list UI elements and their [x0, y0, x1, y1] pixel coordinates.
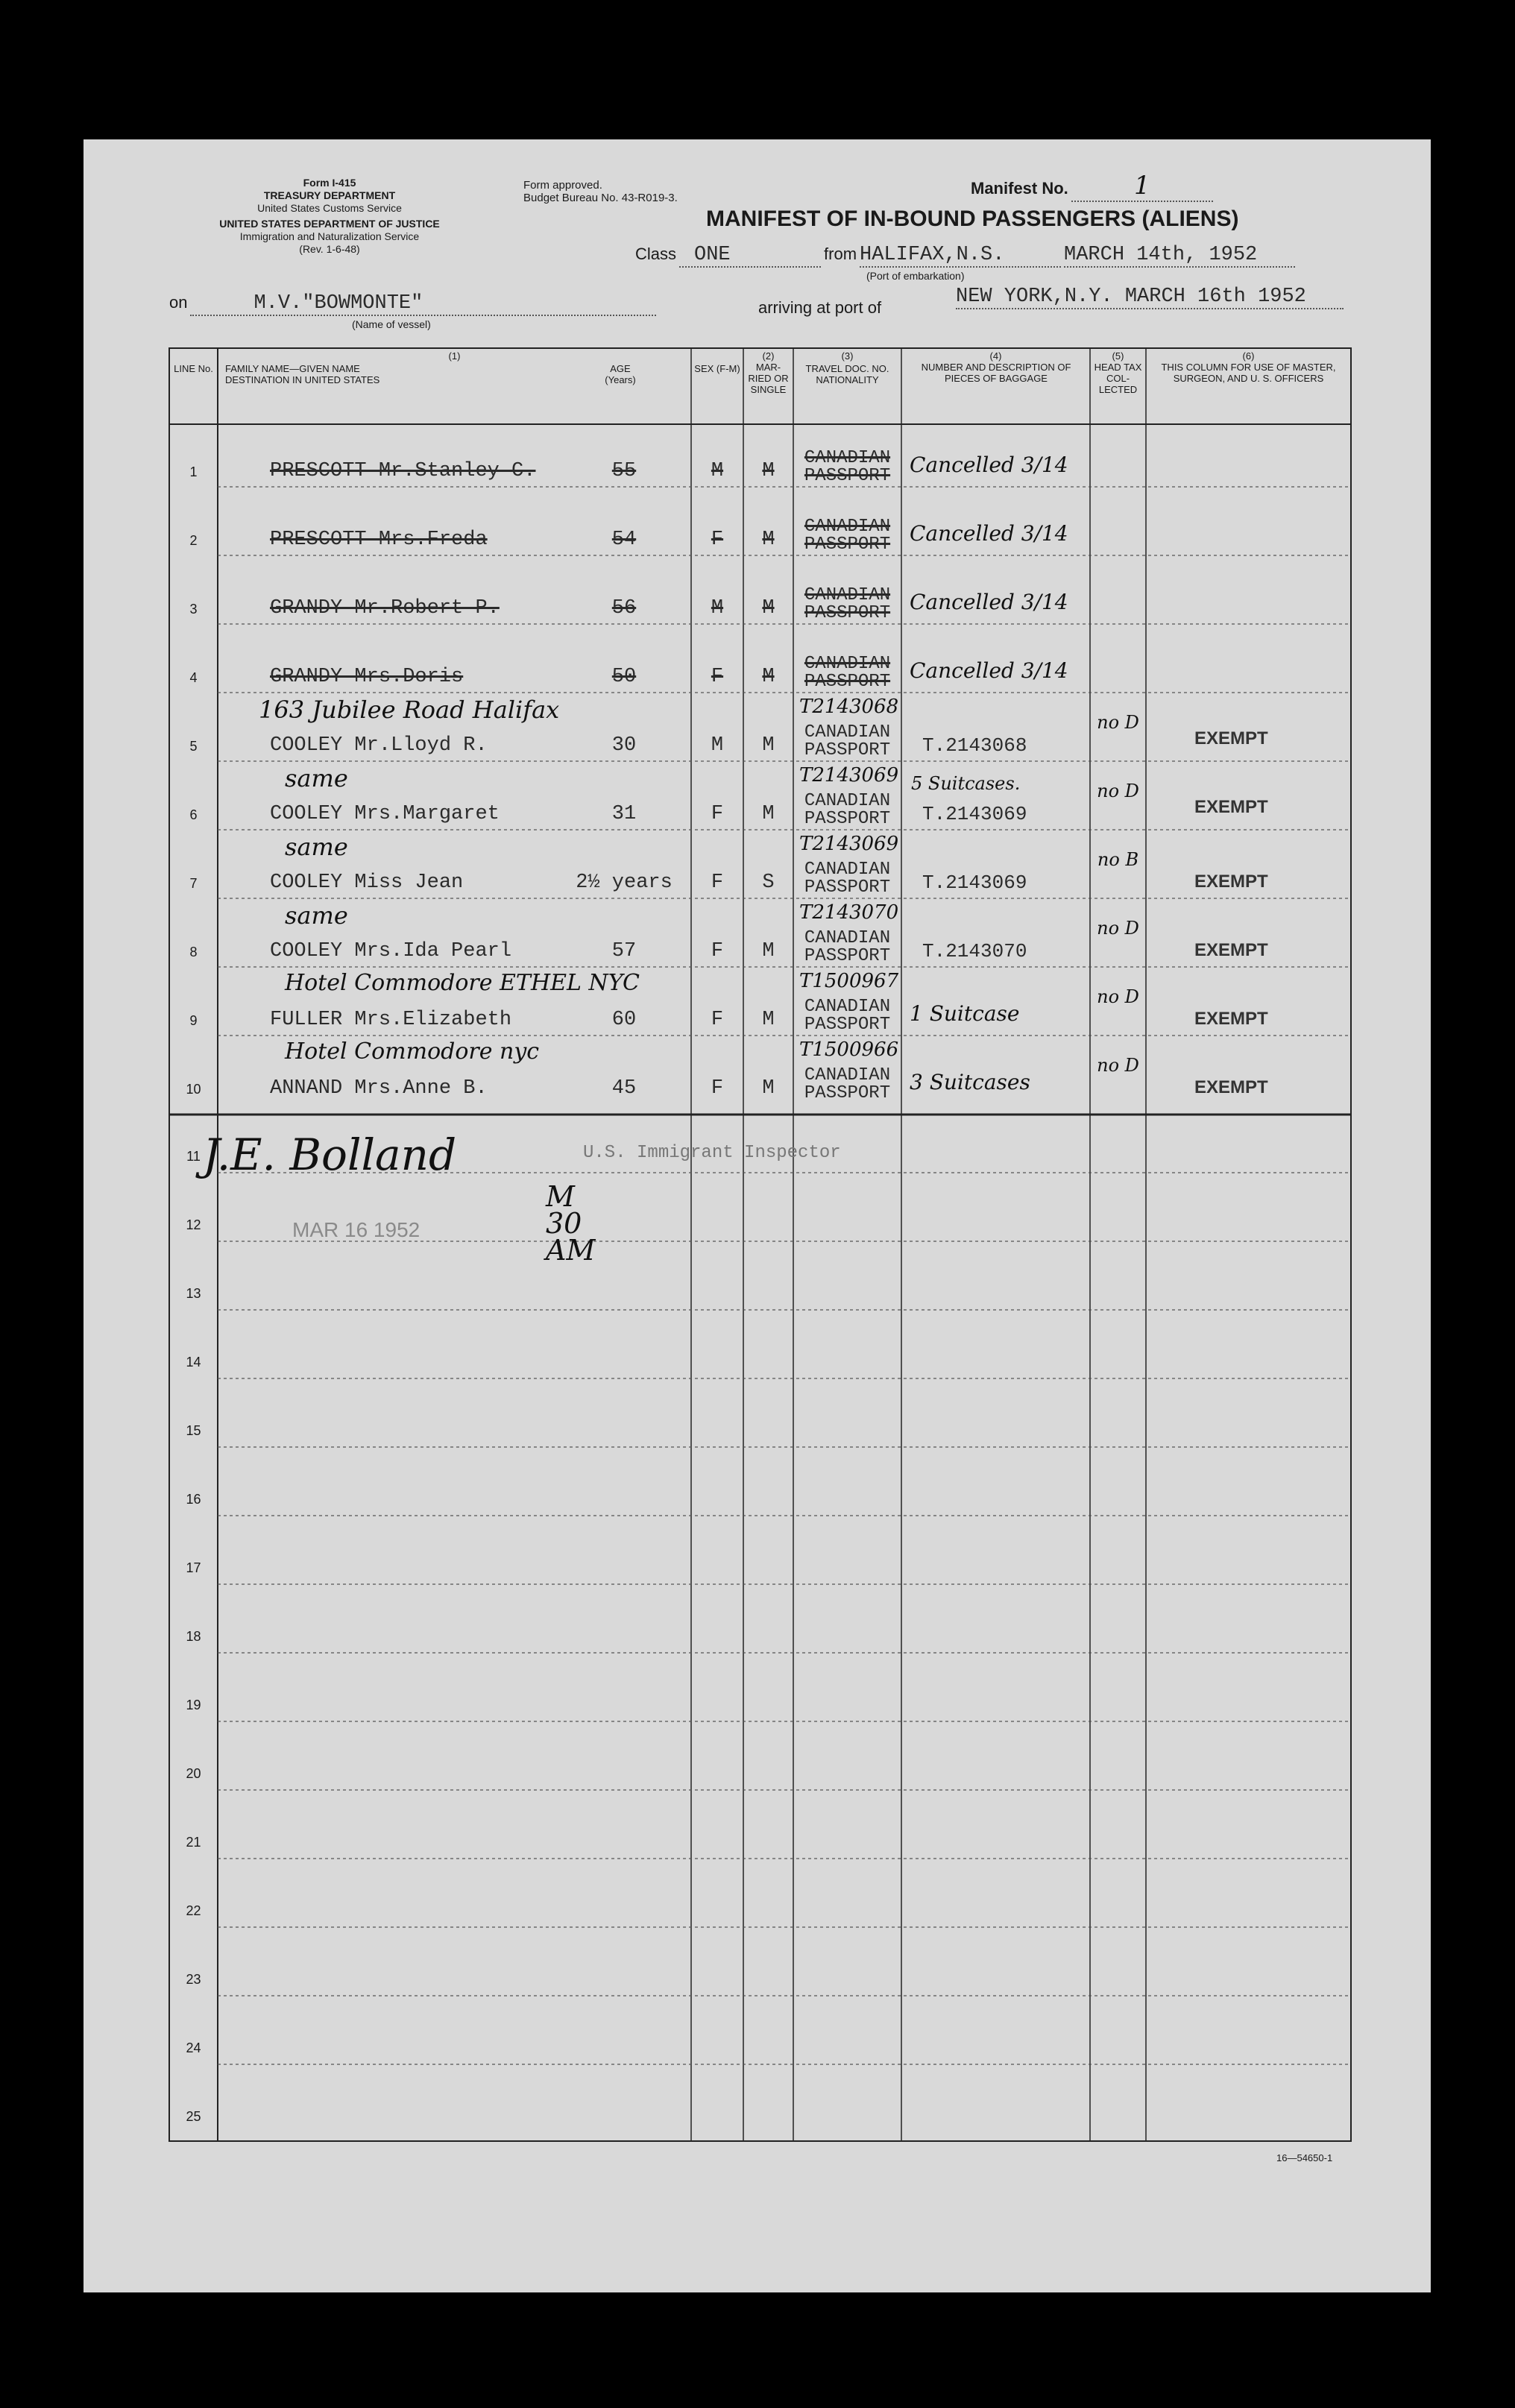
from-label: from: [824, 245, 857, 263]
passenger-age: 57: [611, 940, 637, 962]
passenger-age: 50: [611, 666, 637, 688]
baggage: 1 Suitcase: [910, 1001, 1020, 1026]
passenger-name: PRESCOTT Mr.Stanley C.: [270, 460, 536, 482]
col-num-3: (3): [841, 350, 854, 362]
officer-note: EXEMPT: [1194, 797, 1268, 817]
passenger-name: COOLEY Mr.Lloyd R.: [270, 734, 488, 757]
travel-doc: CANADIAN PASSPORT: [804, 448, 891, 486]
travel-doc: CANADIAN PASSPORT: [804, 791, 891, 829]
head-tax: no D: [1097, 781, 1139, 801]
line-number: 12: [186, 1217, 201, 1232]
travel-doc: CANADIAN PASSPORT: [804, 928, 891, 966]
line-number: 9: [189, 1013, 198, 1028]
passenger-sex: F: [711, 529, 724, 551]
doc-handwritten-no: T2143069: [799, 764, 899, 787]
col-header-officers: THIS COLUMN FOR USE OF MASTER, SURGEON, AND U. S. OFFICERS: [1161, 362, 1336, 384]
passenger-sex: F: [711, 1009, 724, 1031]
passenger-marital: M: [762, 666, 775, 688]
vessel-name: M.V."BOWMONTE": [190, 292, 656, 316]
inspector-stamp: U.S. Immigrant Inspector: [583, 1143, 841, 1163]
line-number: 1: [189, 464, 198, 479]
col-header-name: FAMILY NAME—GIVEN NAME DESTINATION IN UNITED STATES: [225, 363, 380, 385]
line-number: 14: [186, 1355, 201, 1370]
baggage: Cancelled 3/14: [910, 658, 1068, 683]
line-number: 10: [186, 1082, 201, 1097]
baggage-doc: T.2143069: [922, 803, 1027, 825]
destination-note: same: [285, 764, 348, 792]
travel-doc: CANADIAN PASSPORT: [804, 997, 891, 1035]
footer-code: 16—54650-1: [1276, 2152, 1333, 2163]
baggage-note: 5 Suitcases.: [911, 773, 1021, 794]
col-num-6: (6): [1242, 350, 1255, 362]
col-header-baggage: NUMBER AND DESCRIPTION OF PIECES OF BAGGAGE: [921, 362, 1071, 384]
passenger-name: COOLEY Miss Jean: [270, 872, 464, 894]
destination-note: Hotel Commodore nyc: [285, 1038, 540, 1065]
baggage: 3 Suitcases: [910, 1070, 1030, 1094]
destination-note: same: [285, 833, 348, 861]
passenger-age: 60: [611, 1009, 637, 1031]
arriving-value: NEW YORK,N.Y. MARCH 16th 1952: [956, 286, 1344, 309]
head-tax: no D: [1097, 712, 1139, 733]
customs-label: United States Customs Service: [257, 202, 402, 214]
travel-doc: CANADIAN PASSPORT: [804, 1065, 891, 1103]
passenger-marital: M: [762, 597, 775, 620]
head-tax: no B: [1097, 849, 1139, 870]
passenger-sex: F: [711, 666, 724, 688]
line-number: 6: [189, 807, 198, 822]
passenger-name: FULLER Mrs.Elizabeth: [270, 1009, 512, 1031]
passenger-name: GRANDY Mrs.Doris: [270, 666, 464, 688]
baggage: Cancelled 3/14: [910, 590, 1068, 614]
line-number: 24: [186, 2040, 201, 2055]
baggage: T.2143069: [922, 872, 1027, 894]
baggage: Cancelled 3/14: [910, 521, 1068, 546]
officer-note: EXEMPT: [1194, 940, 1268, 960]
vessel-caption: (Name of vessel): [352, 318, 431, 330]
doc-handwritten-no: T2143068: [799, 696, 899, 718]
line-number: 25: [186, 2109, 201, 2124]
form-number: Form I-415: [303, 177, 356, 189]
ins-label: Immigration and Naturalization Service: [239, 230, 420, 242]
line-number: 20: [186, 1766, 201, 1781]
col-num-2: (2): [762, 350, 775, 362]
line-number: 18: [186, 1629, 201, 1644]
passenger-marital: M: [762, 529, 775, 551]
baggage: T.2143068: [922, 734, 1027, 757]
line-number: 11: [186, 1149, 201, 1164]
doc-handwritten-no: T1500967: [799, 970, 899, 992]
passenger-age: 2½ years: [576, 872, 673, 894]
head-tax: no D: [1097, 1055, 1139, 1076]
passenger-name: GRANDY Mr.Robert P.: [270, 597, 500, 620]
col-header-line: LINE No.: [174, 363, 213, 374]
col-header-age: AGE (Years): [605, 363, 636, 385]
line-number: 21: [186, 1835, 201, 1850]
col-header-tax: HEAD TAX COL- LECTED: [1094, 362, 1142, 395]
passenger-marital: S: [762, 872, 775, 894]
passenger-sex: F: [711, 940, 724, 962]
passenger-name: ANNAND Mrs.Anne B.: [270, 1077, 488, 1100]
col-header-sex: SEX (F-M): [694, 363, 740, 374]
manifest-label: Manifest No.: [971, 179, 1068, 198]
line-number: 19: [186, 1698, 201, 1712]
travel-doc: CANADIAN PASSPORT: [804, 517, 891, 555]
officer-note: EXEMPT: [1194, 728, 1268, 748]
manifest-page: [84, 139, 1431, 2292]
passenger-marital: M: [762, 734, 775, 757]
passenger-sex: F: [711, 872, 724, 894]
date-stamp: MAR 16 1952: [292, 1218, 421, 1241]
destination-note: 163 Jubilee Road Halifax: [259, 696, 560, 724]
passenger-sex: F: [711, 803, 724, 825]
treasury-label: TREASURY DEPARTMENT: [263, 189, 396, 201]
passenger-sex: F: [711, 1077, 724, 1100]
travel-doc: CANADIAN PASSPORT: [804, 585, 891, 623]
officer-note: EXEMPT: [1194, 1077, 1268, 1097]
line-number: 17: [186, 1560, 201, 1575]
passenger-age: 31: [611, 803, 637, 825]
line-number: 13: [186, 1286, 201, 1301]
col-num-5: (5): [1112, 350, 1124, 362]
line-number: 15: [186, 1423, 201, 1438]
baggage: T.2143070: [922, 940, 1027, 962]
class-label: Class: [635, 245, 677, 263]
passenger-marital: M: [762, 940, 775, 962]
destination-note: same: [285, 901, 348, 930]
rev-label: (Rev. 1-6-48): [299, 243, 360, 255]
destination-note: Hotel Commodore ETHEL NYC: [285, 970, 640, 996]
officer-note: EXEMPT: [1194, 1009, 1268, 1029]
travel-doc: CANADIAN PASSPORT: [804, 722, 891, 760]
line-number: 23: [186, 1972, 201, 1987]
passenger-sex: M: [711, 734, 724, 757]
passenger-name: COOLEY Mrs.Margaret: [270, 803, 500, 825]
manifest-no-value: 1: [1071, 171, 1213, 202]
col-header-marital: MAR- RIED OR SINGLE: [748, 362, 789, 395]
officer-note: EXEMPT: [1194, 872, 1268, 892]
doc-handwritten-no: T2143069: [799, 833, 899, 855]
approved-label: Form approved.: [523, 179, 602, 192]
passenger-sex: M: [711, 460, 724, 482]
passenger-name: COOLEY Mrs.Ida Pearl: [270, 940, 512, 962]
line-number: 5: [189, 739, 198, 754]
passenger-age: 30: [611, 734, 637, 757]
col-header-doc: TRAVEL DOC. NO. NATIONALITY: [805, 363, 889, 385]
passenger-age: 54: [611, 529, 637, 551]
port-embark-caption: (Port of embarkation): [866, 270, 965, 282]
justice-label: UNITED STATES DEPARTMENT OF JUSTICE: [219, 218, 440, 230]
from-date: MARCH 14th, 1952: [1064, 244, 1295, 268]
arriving-label: arriving at port of: [758, 298, 882, 317]
on-label: on: [169, 293, 188, 312]
line-number: 3: [189, 602, 198, 617]
col-num-1: (1): [448, 350, 461, 362]
line-number: 8: [189, 945, 198, 959]
baggage: Cancelled 3/14: [910, 453, 1068, 477]
line-number: 22: [186, 1903, 201, 1918]
doc-handwritten-no: T1500966: [799, 1038, 899, 1061]
travel-doc: CANADIAN PASSPORT: [804, 654, 891, 692]
head-tax: no D: [1097, 918, 1139, 939]
head-tax: no D: [1097, 986, 1139, 1007]
line-number: 4: [189, 670, 198, 685]
passenger-marital: M: [762, 460, 775, 482]
passenger-name: PRESCOTT Mrs.Freda: [270, 529, 488, 551]
passenger-age: 55: [611, 460, 637, 482]
passenger-age: 56: [611, 597, 637, 620]
inspector-signature: J.E. Bolland: [203, 1129, 457, 1180]
travel-doc: CANADIAN PASSPORT: [804, 860, 891, 898]
line-number: 2: [189, 533, 198, 548]
manifest-title: MANIFEST OF IN-BOUND PASSENGERS (ALIENS): [706, 207, 1239, 231]
passenger-sex: M: [711, 597, 724, 620]
class-value: ONE: [679, 244, 821, 268]
col-num-4: (4): [989, 350, 1002, 362]
line-number: 16: [186, 1492, 201, 1507]
line-number: 7: [189, 876, 198, 891]
passenger-marital: M: [762, 803, 775, 825]
budget-label: Budget Bureau No. 43-R019-3.: [523, 192, 678, 204]
doc-handwritten-no: T2143070: [799, 901, 899, 924]
passenger-age: 45: [611, 1077, 637, 1100]
time-note: M 30 AM: [546, 1180, 596, 1267]
passenger-marital: M: [762, 1077, 775, 1100]
passenger-marital: M: [762, 1009, 775, 1031]
from-value: HALIFAX,N.S.: [860, 244, 1061, 268]
